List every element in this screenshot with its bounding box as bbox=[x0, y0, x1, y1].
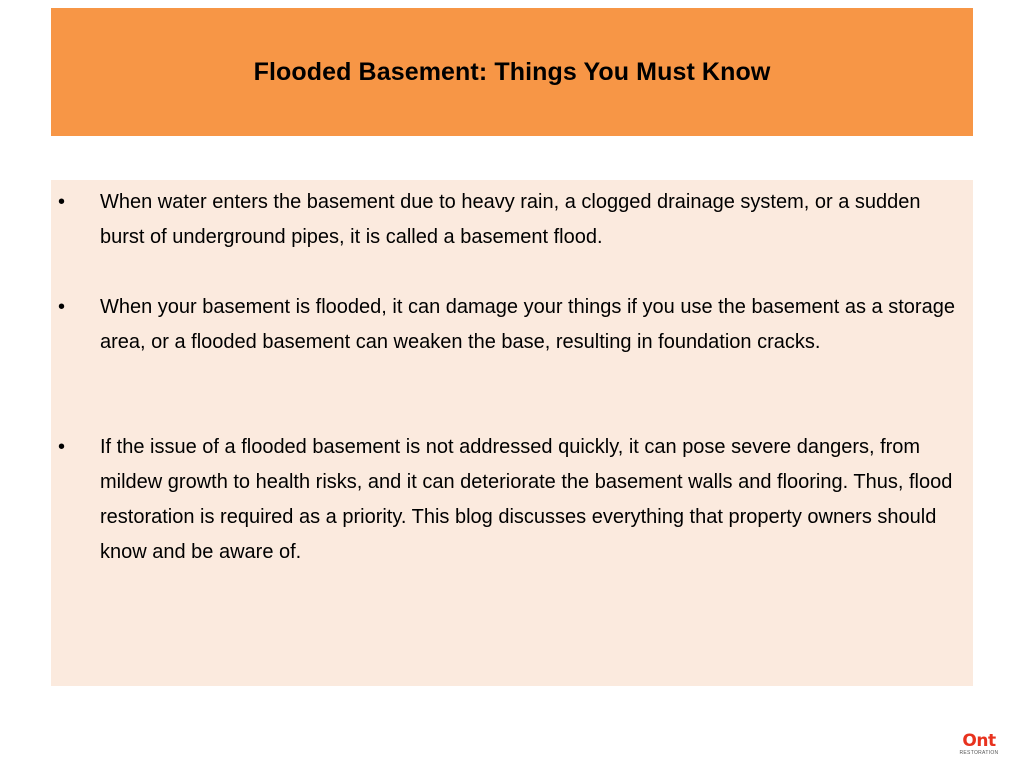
slide-title: Flooded Basement: Things You Must Know bbox=[253, 57, 771, 86]
bullet-marker: • bbox=[58, 436, 66, 458]
content-box bbox=[51, 180, 973, 686]
bullet-text: When your basement is flooded, it can damage your things if you use the basement as a storage area, or a flooded basement can weaken the base, resulting in foundation cracks. bbox=[100, 296, 955, 353]
bullet-marker: • bbox=[58, 296, 66, 318]
bullet-marker: • bbox=[58, 191, 66, 213]
title-band bbox=[51, 8, 973, 136]
bullet-text: When water enters the basement due to heavy rain, a clogged drainage system, or a sudden burst of underground pipes, it is called a basement flood. bbox=[100, 191, 921, 248]
bullet-text: If the issue of a flooded basement is not addressed quickly, it can pose severe dangers, from mildew growth to health risks, and it can deteriorate the basement walls and flooring. Thus, flood restoration is required as a priority. This blog discusses everything that property owners should know and be aware of. bbox=[100, 436, 953, 563]
logo-mark: Ont bbox=[962, 731, 996, 751]
logo-subtitle: RESTORATION bbox=[959, 750, 999, 756]
company-logo bbox=[957, 732, 1001, 760]
